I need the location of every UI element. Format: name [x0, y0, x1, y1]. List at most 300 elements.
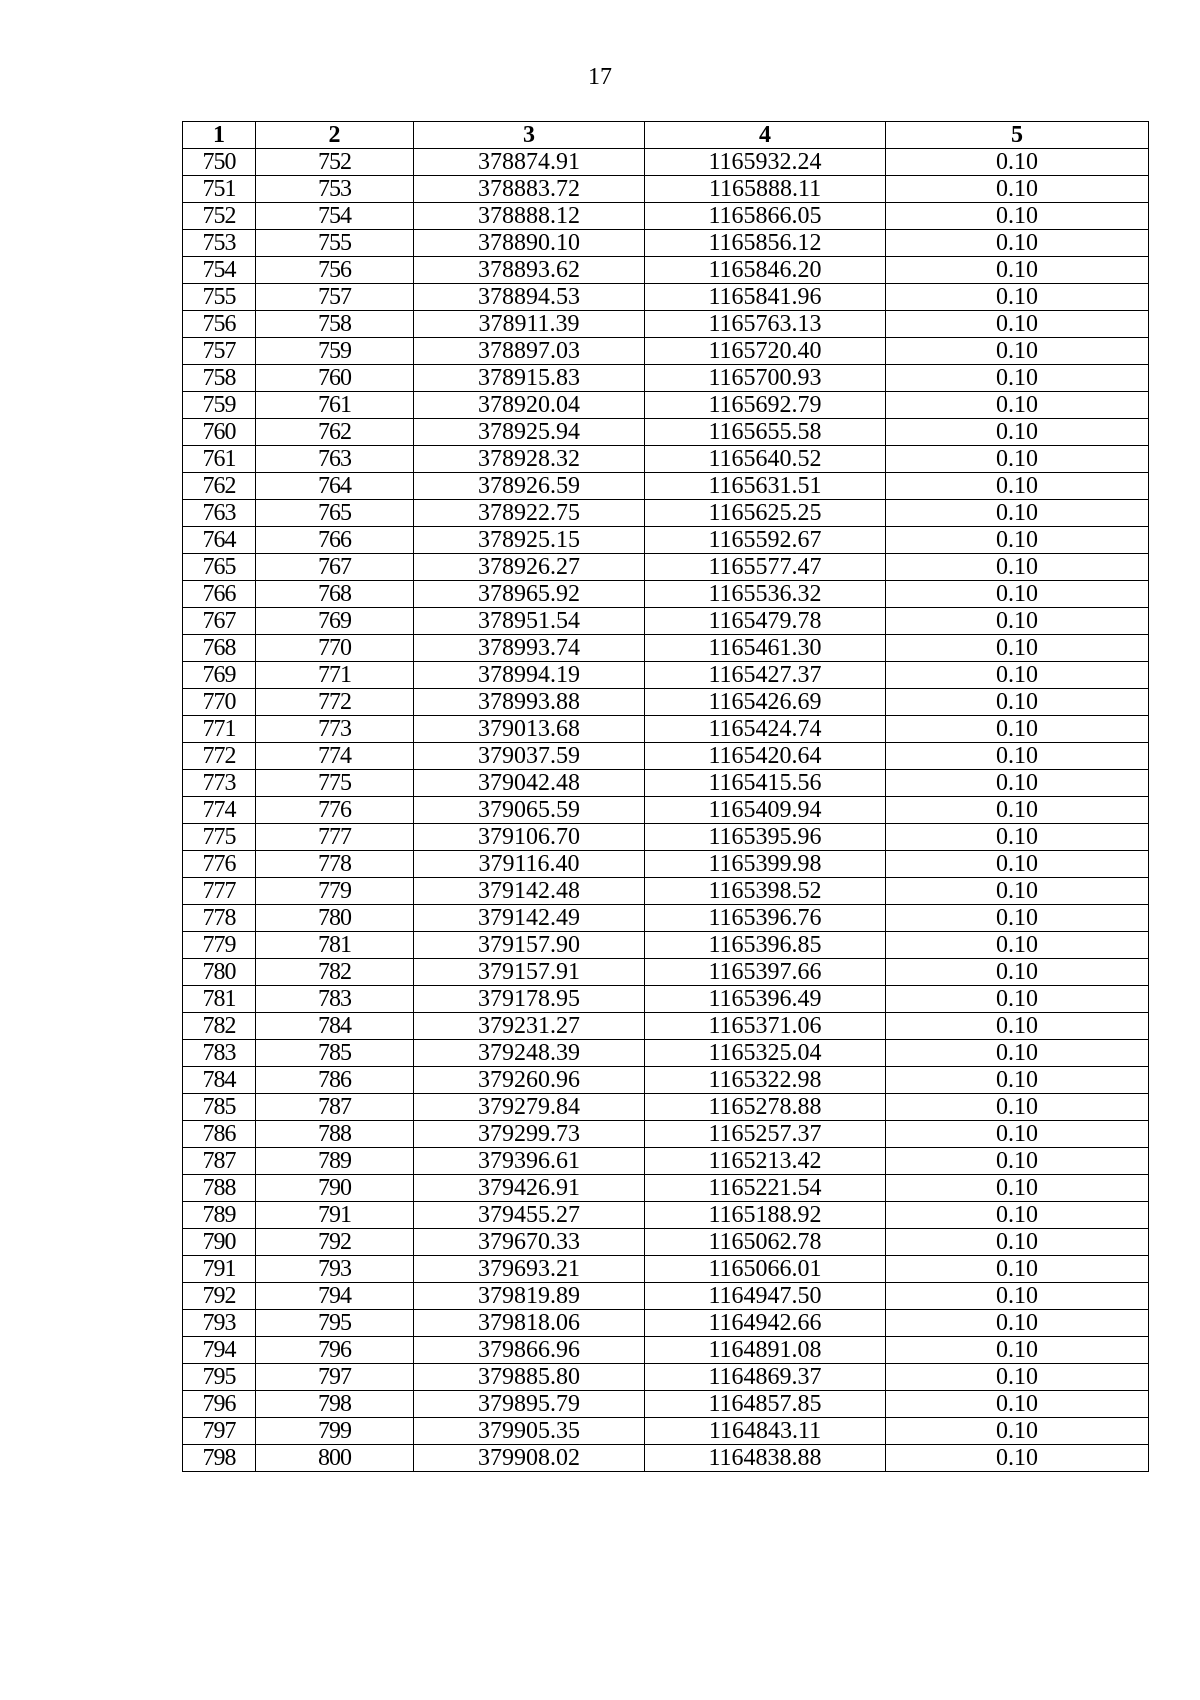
- table-cell-col-5: 0.10: [886, 1310, 1149, 1337]
- table-cell-col-4: 1165846.20: [645, 257, 886, 284]
- table-cell-col-2: 788: [256, 1121, 414, 1148]
- table-row: [183, 959, 1149, 986]
- table-cell-col-1: 773: [183, 770, 256, 797]
- table-cell-col-3: 378920.04: [414, 392, 645, 419]
- table-cell-col-2: 764: [256, 473, 414, 500]
- table-cell-col-4: 1165841.96: [645, 284, 886, 311]
- table-row: [183, 878, 1149, 905]
- table-cell-col-4: 1165278.88: [645, 1094, 886, 1121]
- table-row: [183, 932, 1149, 959]
- table-cell-col-1: 775: [183, 824, 256, 851]
- table-cell-col-3: 379455.27: [414, 1202, 645, 1229]
- table-cell-col-3: 379178.95: [414, 986, 645, 1013]
- table-cell-col-4: 1165396.76: [645, 905, 886, 932]
- table-cell-col-3: 379908.02: [414, 1445, 645, 1472]
- table-cell-col-3: 378893.62: [414, 257, 645, 284]
- table-cell-col-2: 784: [256, 1013, 414, 1040]
- table-cell-col-2: 780: [256, 905, 414, 932]
- table-row: [183, 1094, 1149, 1121]
- table-cell-col-5: 0.10: [886, 1283, 1149, 1310]
- table-row: [183, 1364, 1149, 1391]
- table-row: [183, 1256, 1149, 1283]
- table-cell-col-2: 762: [256, 419, 414, 446]
- table-row: [183, 1418, 1149, 1445]
- table-cell-col-3: 378926.27: [414, 554, 645, 581]
- table-cell-col-3: 378993.88: [414, 689, 645, 716]
- table-row: [183, 176, 1149, 203]
- table-cell-col-3: 378951.54: [414, 608, 645, 635]
- table-cell-col-1: 755: [183, 284, 256, 311]
- table-cell-col-1: 776: [183, 851, 256, 878]
- table-cell-col-2: 773: [256, 716, 414, 743]
- table-cell-col-2: 787: [256, 1094, 414, 1121]
- table-cell-col-4: 1165536.32: [645, 581, 886, 608]
- table-cell-col-1: 762: [183, 473, 256, 500]
- table-cell-col-2: 770: [256, 635, 414, 662]
- table-cell-col-5: 0.10: [886, 176, 1149, 203]
- table-cell-col-1: 777: [183, 878, 256, 905]
- table-row: [183, 797, 1149, 824]
- table-cell-col-3: 379116.40: [414, 851, 645, 878]
- table-cell-col-5: 0.10: [886, 1067, 1149, 1094]
- table-cell-col-3: 379231.27: [414, 1013, 645, 1040]
- table-cell-col-2: 781: [256, 932, 414, 959]
- page-number: 17: [588, 64, 612, 90]
- table-cell-col-2: 765: [256, 500, 414, 527]
- table-cell-col-2: 792: [256, 1229, 414, 1256]
- table-row: [183, 1013, 1149, 1040]
- table-cell-col-2: 798: [256, 1391, 414, 1418]
- table-cell-col-2: 767: [256, 554, 414, 581]
- table-cell-col-1: 781: [183, 986, 256, 1013]
- table-cell-col-4: 1165655.58: [645, 419, 886, 446]
- table-row: [183, 311, 1149, 338]
- table-row: [183, 1202, 1149, 1229]
- table-row: [183, 257, 1149, 284]
- table-cell-col-2: 766: [256, 527, 414, 554]
- table-cell-col-1: 789: [183, 1202, 256, 1229]
- table-cell-col-4: 1165888.11: [645, 176, 886, 203]
- table-cell-col-4: 1165188.92: [645, 1202, 886, 1229]
- table-row: [183, 365, 1149, 392]
- table-cell-col-5: 0.10: [886, 635, 1149, 662]
- table-cell-col-1: 765: [183, 554, 256, 581]
- table-cell-col-5: 0.10: [886, 446, 1149, 473]
- table-cell-col-5: 0.10: [886, 203, 1149, 230]
- table-row: [183, 824, 1149, 851]
- table-cell-col-5: 0.10: [886, 419, 1149, 446]
- table-cell-col-3: 379279.84: [414, 1094, 645, 1121]
- table-cell-col-5: 0.10: [886, 770, 1149, 797]
- table-cell-col-5: 0.10: [886, 257, 1149, 284]
- table-cell-col-5: 0.10: [886, 878, 1149, 905]
- table-cell-col-5: 0.10: [886, 662, 1149, 689]
- table-cell-col-3: 378874.91: [414, 149, 645, 176]
- table-row: [183, 446, 1149, 473]
- table-cell-col-4: 1165424.74: [645, 716, 886, 743]
- table-cell-col-4: 1165479.78: [645, 608, 886, 635]
- table-cell-col-1: 785: [183, 1094, 256, 1121]
- table-cell-col-1: 790: [183, 1229, 256, 1256]
- table-cell-col-1: 763: [183, 500, 256, 527]
- table-cell-col-5: 0.10: [886, 311, 1149, 338]
- table-cell-col-2: 756: [256, 257, 414, 284]
- table-cell-col-4: 1164947.50: [645, 1283, 886, 1310]
- table-cell-col-1: 752: [183, 203, 256, 230]
- table-cell-col-1: 778: [183, 905, 256, 932]
- table-cell-col-4: 1164942.66: [645, 1310, 886, 1337]
- table-cell-col-3: 379065.59: [414, 797, 645, 824]
- table-cell-col-3: 378897.03: [414, 338, 645, 365]
- table-cell-col-3: 378925.94: [414, 419, 645, 446]
- table-cell-col-1: 774: [183, 797, 256, 824]
- table-cell-col-4: 1165640.52: [645, 446, 886, 473]
- table-cell-col-1: 796: [183, 1391, 256, 1418]
- column-header-3: 3: [414, 122, 645, 149]
- table-cell-col-4: 1165426.69: [645, 689, 886, 716]
- table-cell-col-5: 0.10: [886, 500, 1149, 527]
- table-cell-col-5: 0.10: [886, 1229, 1149, 1256]
- table-row: [183, 500, 1149, 527]
- table-cell-col-5: 0.10: [886, 284, 1149, 311]
- table-cell-col-1: 772: [183, 743, 256, 770]
- table-cell-col-5: 0.10: [886, 1202, 1149, 1229]
- table-cell-col-3: 379670.33: [414, 1229, 645, 1256]
- table-cell-col-5: 0.10: [886, 1256, 1149, 1283]
- table-cell-col-1: 798: [183, 1445, 256, 1472]
- table-cell-col-5: 0.10: [886, 716, 1149, 743]
- table-cell-col-3: 379299.73: [414, 1121, 645, 1148]
- table-cell-col-4: 1165213.42: [645, 1148, 886, 1175]
- table-cell-col-2: 758: [256, 311, 414, 338]
- table-cell-col-5: 0.10: [886, 149, 1149, 176]
- table-row: [183, 716, 1149, 743]
- table-cell-col-2: 752: [256, 149, 414, 176]
- table-cell-col-5: 0.10: [886, 824, 1149, 851]
- table-row: [183, 149, 1149, 176]
- table-cell-col-1: 750: [183, 149, 256, 176]
- table-cell-col-2: 772: [256, 689, 414, 716]
- table-cell-col-2: 794: [256, 1283, 414, 1310]
- table-cell-col-2: 799: [256, 1418, 414, 1445]
- table-cell-col-4: 1165396.49: [645, 986, 886, 1013]
- table-cell-col-1: 756: [183, 311, 256, 338]
- table-row: [183, 662, 1149, 689]
- table-cell-col-2: 791: [256, 1202, 414, 1229]
- table-cell-col-5: 0.10: [886, 1445, 1149, 1472]
- table-row: [183, 581, 1149, 608]
- table-cell-col-3: 379042.48: [414, 770, 645, 797]
- table-row: [183, 1040, 1149, 1067]
- table-cell-col-5: 0.10: [886, 959, 1149, 986]
- table-cell-col-1: 760: [183, 419, 256, 446]
- table-row: [183, 1175, 1149, 1202]
- table-row: [183, 1391, 1149, 1418]
- table-cell-col-1: 788: [183, 1175, 256, 1202]
- table-cell-col-1: 767: [183, 608, 256, 635]
- table-cell-col-1: 783: [183, 1040, 256, 1067]
- table-cell-col-3: 378894.53: [414, 284, 645, 311]
- table-cell-col-4: 1165866.05: [645, 203, 886, 230]
- table-cell-col-4: 1165062.78: [645, 1229, 886, 1256]
- table-row: [183, 1337, 1149, 1364]
- table-cell-col-3: 379248.39: [414, 1040, 645, 1067]
- table-header-row: [183, 122, 1149, 149]
- table-row: [183, 554, 1149, 581]
- table-cell-col-2: 763: [256, 446, 414, 473]
- table-cell-col-4: 1165932.24: [645, 149, 886, 176]
- table-row: [183, 1067, 1149, 1094]
- table-cell-col-1: 766: [183, 581, 256, 608]
- table-cell-col-4: 1165692.79: [645, 392, 886, 419]
- table-row: [183, 1229, 1149, 1256]
- table-cell-col-4: 1165221.54: [645, 1175, 886, 1202]
- table-cell-col-1: 793: [183, 1310, 256, 1337]
- table-cell-col-3: 379037.59: [414, 743, 645, 770]
- table-row: [183, 743, 1149, 770]
- table-cell-col-5: 0.10: [886, 1148, 1149, 1175]
- table-cell-col-5: 0.10: [886, 608, 1149, 635]
- table-cell-col-3: 379885.80: [414, 1364, 645, 1391]
- table-cell-col-4: 1165415.56: [645, 770, 886, 797]
- table-cell-col-3: 378883.72: [414, 176, 645, 203]
- table-cell-col-5: 0.10: [886, 1391, 1149, 1418]
- table-cell-col-5: 0.10: [886, 338, 1149, 365]
- table-cell-col-1: 779: [183, 932, 256, 959]
- table-cell-col-3: 379905.35: [414, 1418, 645, 1445]
- table-cell-col-1: 757: [183, 338, 256, 365]
- table-row: [183, 608, 1149, 635]
- table-cell-col-4: 1164891.08: [645, 1337, 886, 1364]
- table-cell-col-1: 782: [183, 1013, 256, 1040]
- table-cell-col-5: 0.10: [886, 689, 1149, 716]
- table-cell-col-1: 794: [183, 1337, 256, 1364]
- column-header-4: 4: [645, 122, 886, 149]
- table-row: [183, 689, 1149, 716]
- table-cell-col-5: 0.10: [886, 365, 1149, 392]
- table-cell-col-4: 1165420.64: [645, 743, 886, 770]
- table-cell-col-4: 1164838.88: [645, 1445, 886, 1472]
- table-cell-col-2: 793: [256, 1256, 414, 1283]
- table-row: [183, 1445, 1149, 1472]
- table-row: [183, 419, 1149, 446]
- table-cell-col-1: 769: [183, 662, 256, 689]
- table-cell-col-5: 0.10: [886, 527, 1149, 554]
- table-cell-col-4: 1165625.25: [645, 500, 886, 527]
- table-cell-col-1: 791: [183, 1256, 256, 1283]
- table-cell-col-3: 378993.74: [414, 635, 645, 662]
- table-cell-col-3: 378994.19: [414, 662, 645, 689]
- table-cell-col-4: 1165325.04: [645, 1040, 886, 1067]
- table-cell-col-5: 0.10: [886, 986, 1149, 1013]
- table-cell-col-5: 0.10: [886, 1364, 1149, 1391]
- table-cell-col-4: 1164857.85: [645, 1391, 886, 1418]
- table-cell-col-3: 379157.91: [414, 959, 645, 986]
- table-cell-col-1: 768: [183, 635, 256, 662]
- table-cell-col-2: 769: [256, 608, 414, 635]
- table-cell-col-3: 379866.96: [414, 1337, 645, 1364]
- table-cell-col-4: 1165066.01: [645, 1256, 886, 1283]
- table-cell-col-4: 1165371.06: [645, 1013, 886, 1040]
- table-cell-col-4: 1165427.37: [645, 662, 886, 689]
- table-row: [183, 851, 1149, 878]
- table-cell-col-1: 770: [183, 689, 256, 716]
- table-cell-col-2: 785: [256, 1040, 414, 1067]
- table-cell-col-2: 783: [256, 986, 414, 1013]
- table-cell-col-5: 0.10: [886, 554, 1149, 581]
- table-row: [183, 230, 1149, 257]
- table-cell-col-2: 757: [256, 284, 414, 311]
- table-cell-col-3: 379693.21: [414, 1256, 645, 1283]
- table-row: [183, 1121, 1149, 1148]
- table-row: [183, 905, 1149, 932]
- table-cell-col-1: 761: [183, 446, 256, 473]
- table-cell-col-4: 1165322.98: [645, 1067, 886, 1094]
- table-cell-col-5: 0.10: [886, 1418, 1149, 1445]
- table-cell-col-3: 379895.79: [414, 1391, 645, 1418]
- table-cell-col-2: 782: [256, 959, 414, 986]
- table-cell-col-2: 777: [256, 824, 414, 851]
- table-cell-col-2: 755: [256, 230, 414, 257]
- table-cell-col-4: 1165396.85: [645, 932, 886, 959]
- table-cell-col-1: 753: [183, 230, 256, 257]
- table-cell-col-3: 379157.90: [414, 932, 645, 959]
- table-row: [183, 392, 1149, 419]
- table-cell-col-1: 780: [183, 959, 256, 986]
- table-cell-col-4: 1165577.47: [645, 554, 886, 581]
- table-cell-col-1: 792: [183, 1283, 256, 1310]
- table-cell-col-2: 776: [256, 797, 414, 824]
- table-cell-col-2: 778: [256, 851, 414, 878]
- table-cell-col-4: 1164843.11: [645, 1418, 886, 1445]
- table-cell-col-1: 759: [183, 392, 256, 419]
- table-cell-col-4: 1165763.13: [645, 311, 886, 338]
- table-body: [183, 149, 1149, 1472]
- table-cell-col-2: 768: [256, 581, 414, 608]
- table-cell-col-1: 771: [183, 716, 256, 743]
- table-cell-col-5: 0.10: [886, 473, 1149, 500]
- coordinates-table: [182, 121, 1149, 1472]
- table-cell-col-5: 0.10: [886, 230, 1149, 257]
- table-cell-col-3: 379818.06: [414, 1310, 645, 1337]
- table-row: [183, 1283, 1149, 1310]
- table-cell-col-3: 379260.96: [414, 1067, 645, 1094]
- table-row: [183, 1310, 1149, 1337]
- table-cell-col-1: 764: [183, 527, 256, 554]
- table-cell-col-4: 1165631.51: [645, 473, 886, 500]
- table-cell-col-4: 1165592.67: [645, 527, 886, 554]
- table-cell-col-3: 378911.39: [414, 311, 645, 338]
- column-header-5: 5: [886, 122, 1149, 149]
- table-cell-col-5: 0.10: [886, 743, 1149, 770]
- table-cell-col-3: 379142.49: [414, 905, 645, 932]
- table-cell-col-2: 774: [256, 743, 414, 770]
- table-cell-col-3: 378890.10: [414, 230, 645, 257]
- table-cell-col-5: 0.10: [886, 851, 1149, 878]
- table-cell-col-4: 1165257.37: [645, 1121, 886, 1148]
- table-cell-col-1: 754: [183, 257, 256, 284]
- table-cell-col-3: 379106.70: [414, 824, 645, 851]
- table-cell-col-2: 775: [256, 770, 414, 797]
- table-cell-col-2: 797: [256, 1364, 414, 1391]
- table-cell-col-4: 1165700.93: [645, 365, 886, 392]
- table-cell-col-3: 379142.48: [414, 878, 645, 905]
- table-cell-col-2: 760: [256, 365, 414, 392]
- table-cell-col-1: 786: [183, 1121, 256, 1148]
- table-row: [183, 527, 1149, 554]
- table-row: [183, 473, 1149, 500]
- table-cell-col-4: 1165720.40: [645, 338, 886, 365]
- table-cell-col-2: 759: [256, 338, 414, 365]
- table-cell-col-5: 0.10: [886, 1013, 1149, 1040]
- table-cell-col-2: 754: [256, 203, 414, 230]
- table-cell-col-4: 1165461.30: [645, 635, 886, 662]
- table-cell-col-5: 0.10: [886, 1175, 1149, 1202]
- column-header-1: 1: [183, 122, 256, 149]
- table-cell-col-2: 795: [256, 1310, 414, 1337]
- table-cell-col-5: 0.10: [886, 1094, 1149, 1121]
- table-row: [183, 1148, 1149, 1175]
- table-cell-col-2: 789: [256, 1148, 414, 1175]
- table-cell-col-5: 0.10: [886, 797, 1149, 824]
- table-cell-col-5: 0.10: [886, 1337, 1149, 1364]
- table-cell-col-1: 797: [183, 1418, 256, 1445]
- table-cell-col-5: 0.10: [886, 1121, 1149, 1148]
- table-cell-col-4: 1165409.94: [645, 797, 886, 824]
- table-cell-col-4: 1165856.12: [645, 230, 886, 257]
- table-row: [183, 635, 1149, 662]
- table-cell-col-1: 784: [183, 1067, 256, 1094]
- table-cell-col-3: 378925.15: [414, 527, 645, 554]
- table-cell-col-2: 779: [256, 878, 414, 905]
- table-cell-col-3: 379396.61: [414, 1148, 645, 1175]
- table-cell-col-3: 378926.59: [414, 473, 645, 500]
- table-cell-col-4: 1165398.52: [645, 878, 886, 905]
- table-cell-col-1: 751: [183, 176, 256, 203]
- table-row: [183, 284, 1149, 311]
- table-cell-col-4: 1165395.96: [645, 824, 886, 851]
- table-cell-col-2: 753: [256, 176, 414, 203]
- table-cell-col-2: 761: [256, 392, 414, 419]
- table-cell-col-5: 0.10: [886, 392, 1149, 419]
- table-cell-col-2: 796: [256, 1337, 414, 1364]
- table-cell-col-3: 378928.32: [414, 446, 645, 473]
- table-row: [183, 203, 1149, 230]
- table-cell-col-5: 0.10: [886, 905, 1149, 932]
- column-header-2: 2: [256, 122, 414, 149]
- table-row: [183, 338, 1149, 365]
- table-row: [183, 770, 1149, 797]
- table-cell-col-2: 800: [256, 1445, 414, 1472]
- table-cell-col-1: 758: [183, 365, 256, 392]
- table-cell-col-3: 379013.68: [414, 716, 645, 743]
- table-cell-col-5: 0.10: [886, 581, 1149, 608]
- table-cell-col-1: 795: [183, 1364, 256, 1391]
- table-cell-col-2: 790: [256, 1175, 414, 1202]
- table-cell-col-4: 1164869.37: [645, 1364, 886, 1391]
- table-row: [183, 986, 1149, 1013]
- table-cell-col-3: 378888.12: [414, 203, 645, 230]
- table-cell-col-3: 378922.75: [414, 500, 645, 527]
- table-cell-col-4: 1165397.66: [645, 959, 886, 986]
- table-cell-col-2: 786: [256, 1067, 414, 1094]
- table-cell-col-5: 0.10: [886, 932, 1149, 959]
- table-cell-col-1: 787: [183, 1148, 256, 1175]
- table-cell-col-3: 379426.91: [414, 1175, 645, 1202]
- table-cell-col-5: 0.10: [886, 1040, 1149, 1067]
- table-cell-col-3: 378965.92: [414, 581, 645, 608]
- table-cell-col-2: 771: [256, 662, 414, 689]
